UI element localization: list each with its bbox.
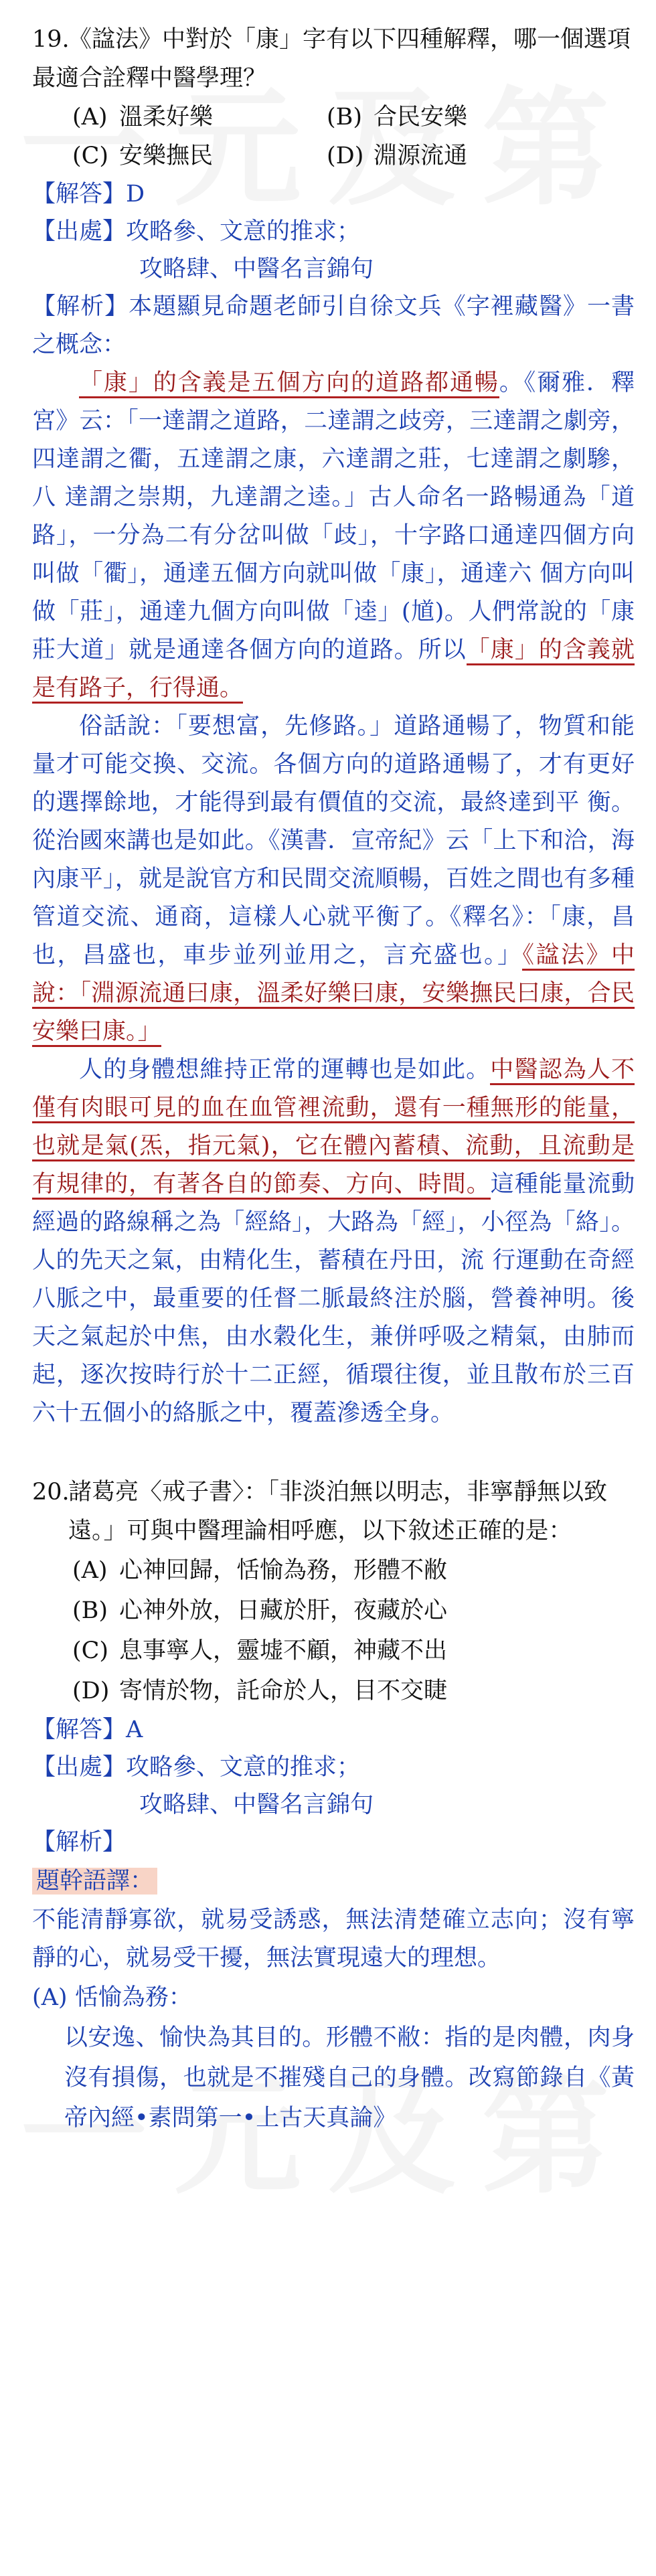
option-b[interactable]: (B) 心神外放，日藏於肝，夜藏於心 <box>72 1597 448 1624</box>
option-a-explanation-body: 以安逸、愉快為其目的。形體不敝：指的是肉體，肉身沒有損傷，也就是不摧殘自己的身體。改寫節錄自《黃帝內經•素問第一•上古天真論》 <box>64 2024 635 2131</box>
analysis-tag: 【解析】 <box>32 293 129 320</box>
highlight-tcm-qi: 中醫認為人不僅有肉眼可見的血在血管裡流動，還有一種無形的能量，也就是氣(炁，指元氣)，它在體內蓄積、流動，且流動是有規律的，有著各自的節奏、方向、時間。 <box>32 1056 635 1200</box>
option-c[interactable]: (C) 安樂撫民 <box>72 143 214 169</box>
option-c[interactable]: (C) 息事寧人，靈墟不顧，神藏不出 <box>72 1637 448 1664</box>
source-line <box>32 213 635 250</box>
option-a-explanation-head: (A) 恬愉為務： <box>32 1984 192 2011</box>
question-19 <box>32 20 635 98</box>
option-d[interactable]: (D) 寄情於物，託命於人，目不交睫 <box>72 1678 448 1704</box>
option-b[interactable]: (B) 合民安樂 <box>327 104 468 131</box>
answer-tag: 【解答】 <box>32 181 127 208</box>
source-text-2: 攻略肆、中醫名言錦句 <box>139 1791 374 1818</box>
question-number: 19. <box>32 26 70 53</box>
analysis-paragraph-1: 「康」的含義是五個方向的道路都通暢。《爾雅．釋宮》云：「一達謂之道路，二達謂之歧旁，三達謂之劇旁，四達謂之衢，五達謂之康，六達謂之莊，七達謂之劇驂，八 達謂之崇期，九達謂之逵。」古人命名一路暢通為「道路」，一分為二有分岔叫做「歧」，十字路口通達四個方向叫做「衢」，通達五個方向就叫做「康」，通達六 個方向叫做「莊」，通達九個方向叫做「逵」(馗)。人們常說的「康莊大道」就是通達各個方向的道路。所以「康」的含義就是有路子，行得通。 <box>32 364 635 708</box>
answer-tag: 【解答】 <box>32 1716 127 1743</box>
source-tag: 【出處】 <box>32 218 127 245</box>
question-number: 20. <box>32 1479 70 1506</box>
answer-value: A <box>126 1716 143 1743</box>
answer-value: D <box>126 181 145 208</box>
analysis-paragraph-2: 俗話說：「要想富，先修路。」道路通暢了，物質和能量才可能交換、交流。各個方向的道路通暢了，才有更好的選擇餘地，才能得到最有價值的交流，最終達到平 衡。從治國來講也是如此。《漢書．宣帝紀》云「上下和洽，海內康平」，就是說官方和民間交流順暢，百姓之間也有多種管道交流、通商，這樣人心就平衡了。《釋名》：「康，昌也，昌盛也，車步並列並用之，言充盛也。」《諡法》中說：「淵源流通曰康，溫柔好樂曰康，安樂撫民曰康，合民安樂曰康。」 <box>32 708 635 1051</box>
question-stem: 《諡法》中對於「康」字有以下四種解釋，哪一個選項最適合詮釋中醫學理？ <box>32 26 631 92</box>
option-a[interactable]: (A) 心神回歸，恬愉為務，形體不敝 <box>72 1557 448 1584</box>
answer-line <box>32 175 635 213</box>
analysis-paragraph-3: 人的身體想維持正常的運轉也是如此。中醫認為人不僅有肉眼可見的血在血管裡流動，還有一種無形的能量，也就是氣(炁，指元氣)，它在體內蓄積、流動，且流動是有規律的，有著各自的節奏、方向、時間。這種能量流動經過的路線稱之為「經絡」，大路為「經」，小徑為「絡」。人的先天之氣，由精化生，蓄積在丹田，流 行運動在奇經八脈之中，最重要的任督二脈最終注於腦，營養神明。後天之氣起於中焦，由水穀化生，兼併呼吸之精氣，由肺而起，逐次按時行於十二正經，循環往復，並且散布於三百六十五個小的絡脈之中，覆蓋滲透全身。 <box>32 1056 635 1427</box>
answer-line <box>32 1711 635 1749</box>
question-stem: 諸葛亮〈戒子書〉：「非淡泊無以明志，非寧靜無以致遠。」可與中醫理論相呼應，以下敘述正確的是： <box>68 1479 608 1544</box>
source-text-1: 攻略參、文意的推求； <box>126 1754 361 1781</box>
option-a[interactable]: (A) 溫柔好樂 <box>72 104 214 131</box>
question-20-options <box>32 1550 635 1711</box>
translation-text: 不能清靜寡欲，就易受誘惑，無法清楚確立志向；沒有寧靜的心，就易受干擾，無法實現遠大的理想。 <box>32 1907 635 1971</box>
translation-title: 題幹語譯： <box>32 1861 635 1901</box>
question-19-options <box>32 98 635 175</box>
source-text-2: 攻略肆、中醫名言錦句 <box>139 256 374 283</box>
analysis-intro: 【解析】本題顯見命題老師引自徐文兵《字裡藏醫》一書之概念： <box>32 293 635 358</box>
highlight-kang-meaning: 「康」的含義是五個方向的道路都通暢 <box>79 370 499 398</box>
source-text-1: 攻略參、文意的推求； <box>126 218 361 245</box>
exam-page <box>32 20 635 2138</box>
option-d[interactable]: (D) 淵源流通 <box>327 143 468 169</box>
source-tag: 【出處】 <box>32 1754 127 1781</box>
highlight-kang-conclusion: 「康」的含義就是有路子，行得通。 <box>32 637 635 704</box>
source-line <box>32 1749 635 1786</box>
question-20 <box>32 1473 635 1550</box>
highlight-shifa-quote: 《諡法》中說：「淵源流通曰康，溫柔好樂曰康，安樂撫民曰康，合民安樂曰康。」 <box>32 942 635 1047</box>
analysis-tag: 【解析】 <box>32 1829 127 1856</box>
